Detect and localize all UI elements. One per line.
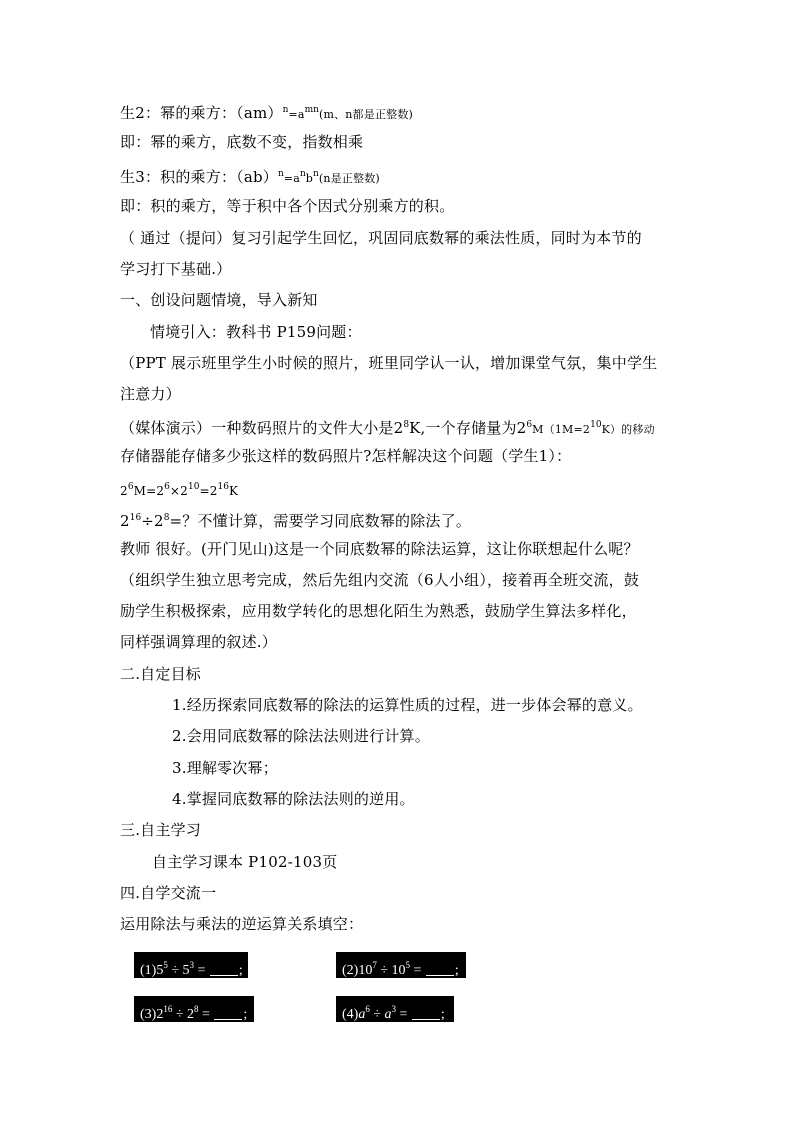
power-of-product-summary: 即：积的乘方，等于积中各个因式分别乘方的积。 (120, 197, 455, 215)
division-question: $2^{16}\div 2^8=$？不懂计算，需要学习同底数幂的除法了。 (120, 512, 472, 530)
goal-1: 1.经历探索同底数幂的除法的运算性质的过程，进一步体会幂的意义。 (172, 696, 643, 714)
exercise-3: $(3)2^{16} \div 2^8$ = ; (134, 996, 254, 1022)
fill-in-instruction: 运用除法与乘法的逆运算关系填空： (120, 915, 364, 933)
answer-blank[interactable] (210, 961, 238, 976)
ppt-note-line1: （PPT 展示班里学生小时候的照片，班里同学认一认，增加课堂气氛，集中学生 (120, 354, 658, 372)
answer-blank[interactable] (214, 1005, 242, 1020)
exercise-1: $(1)5^5 \div 5^3$ = ; (134, 952, 248, 978)
organize-note-line3: 同样强调算理的叙述.） (120, 633, 277, 651)
organize-note-line1: （组织学生独立思考完成，然后先组内交流（6人小组），接着再全班交流，鼓 (120, 571, 640, 589)
ppt-note-line2: 注意力） (120, 385, 181, 403)
section-heading-2: 二.自定目标 (120, 665, 201, 683)
answer-blank[interactable] (412, 1005, 440, 1020)
exercise-4: $(4)a^6 \div a^3$ = ; (336, 996, 454, 1022)
teacher-remark: 教师 很好。(开门见山)这是一个同底数幂的除法运算，这让你联想起什么呢？ (120, 540, 639, 558)
review-note-line2: 学习打下基础.） (120, 260, 232, 278)
media-demo-line2: 存储器能存储多少张这样的数码照片?怎样解决这个问题（学生1）： (120, 447, 572, 465)
answer-blank[interactable] (426, 961, 454, 976)
section-heading-4: 四.自学交流一 (120, 884, 217, 902)
power-of-power-rule: 生2：幂的乘方：$(am)^n=a^{mn}(m$、n都是正整数) (120, 104, 414, 122)
goal-2: 2.会用同底数幂的除法法则进行计算。 (172, 727, 430, 745)
self-study-pages: 自主学习课本 P102-103页 (152, 853, 338, 871)
section-heading-1: 一、创设问题情境，导入新知 (120, 291, 318, 309)
exercise-2: $(2)10^7 \div 10^5$ = ; (336, 952, 466, 978)
power-of-product-rule: 生3：积的乘方：$(ab)^n=a^nb^n(n$是正整数) (120, 168, 380, 186)
equation-conversion: $2^6M=2^6\times 2^{10}=2^{16}K$ (120, 482, 239, 498)
organize-note-line2: 励学生积极探索，应用数学转化的思想化陌生为熟悉，鼓励学生算法多样化， (120, 602, 637, 620)
section-heading-3: 三.自主学习 (120, 821, 201, 839)
review-note-line1: （ 通过（提问）复习引起学生回忆，巩固同底数幂的乘法性质，同时为本节的 (120, 229, 642, 247)
goal-4: 4.掌握同底数幂的除法法则的逆用。 (172, 790, 415, 808)
media-demo-line1: （媒体演示）一种数码照片的文件大小是$2^8K$,一个存储量为$2^6M(1M=2^{10}K)$的移动 (120, 419, 655, 437)
power-of-power-summary: 即：幂的乘方，底数不变，指数相乘 (120, 133, 364, 151)
goal-3: 3.理解零次幂； (172, 759, 278, 777)
scenario-intro: 情境引入：教科书 P159问题： (150, 323, 362, 341)
